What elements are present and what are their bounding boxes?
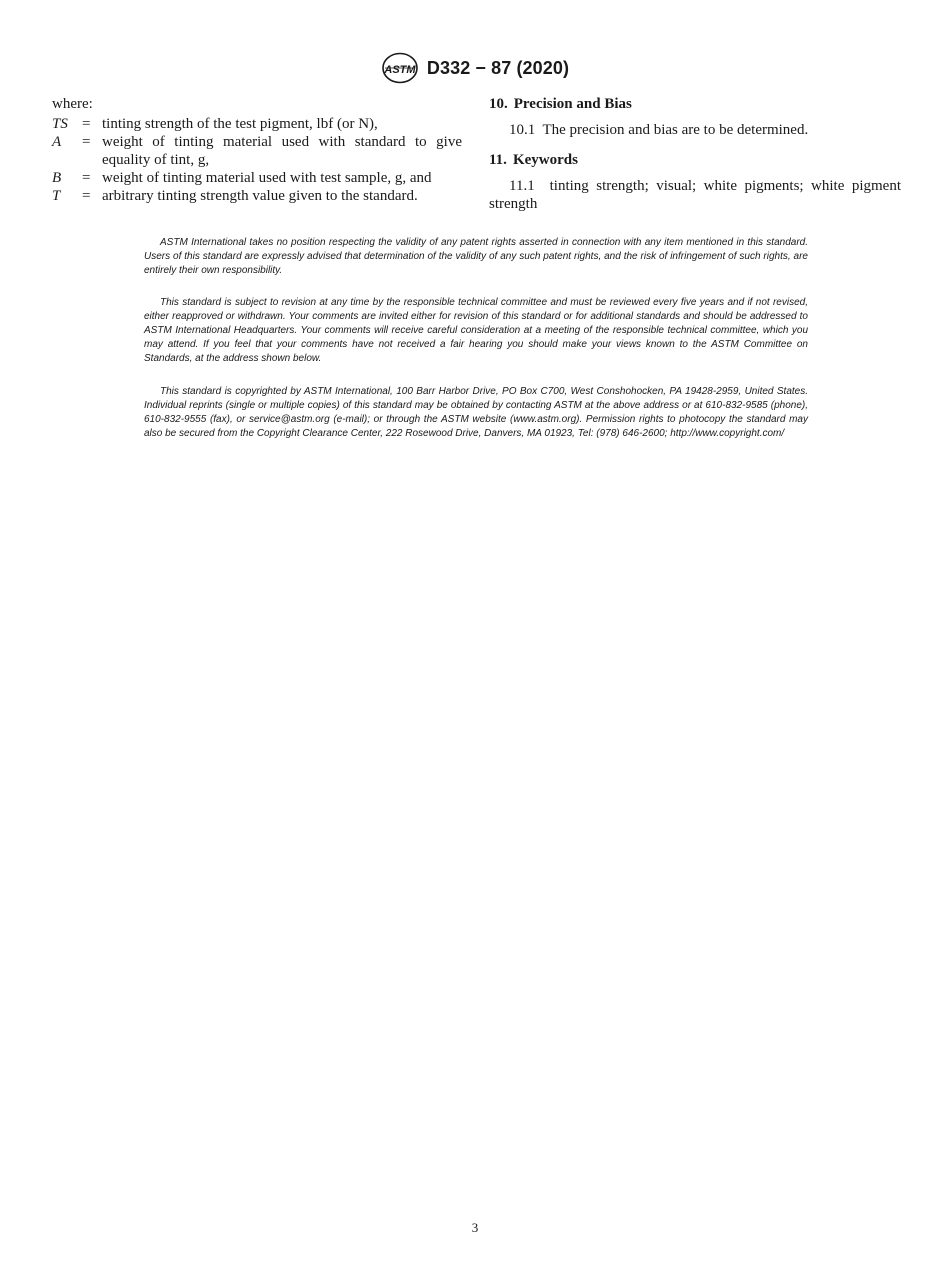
section-paragraph [489, 177, 901, 213]
patent-notice: ASTM International takes no position respecting the validity of any patent rights asserted in connection with any item mentioned in this standard. Users of this standard are expressly advised that determination of the validity of any such patent rights, and the risk of infringement of such rights, are entirely their own responsibility. [144, 237, 808, 276]
right-column-sections [489, 95, 901, 213]
section-number: 10. [489, 96, 508, 112]
variable-row [52, 169, 462, 187]
svg-text:ASTM: ASTM [384, 64, 416, 76]
section-paragraph [489, 121, 901, 139]
equals-sign: = [82, 134, 91, 150]
variable-definition: weight of tinting material used with test sample, g, and [102, 170, 432, 186]
section-title: Keywords [512, 152, 578, 168]
variable-symbol: B [52, 170, 62, 186]
variable-symbol: TS [52, 116, 68, 132]
paragraph-text: tinting strength; visual; white pigments; white pigment strength [489, 178, 902, 212]
section-number: 11. [489, 152, 507, 168]
copyright-notice: This standard is copyrighted by ASTM International, 100 Barr Harbor Drive, PO Box C700, West Conshohocken, PA 19428-2959, United States. Individual reprints (single or multiple copies) of this standard may be obtained by contacting ASTM at the above address or at 610-832-9585 (phone), 610-832-9555 (fax), or service@astm.org (e-mail); or through the ASTM website (www.astm.org). Permission rights to photocopy the standard may also be secured from the Copyright Clearance Center, 222 Rosewood Drive, Danvers, MA 01923, Tel: (978) 646-2600; http://www.copyright.com/ [144, 386, 808, 439]
equals-sign: = [82, 188, 91, 204]
revision-notice: This standard is subject to revision at any time by the responsible technical committee and must be reviewed every five years and if not revised, either reapproved or withdrawn. Your comments are invited either for revision of this standard or for additional standards and should be addressed to ASTM International Headquarters. Your comments will receive careful consideration at a meeting of the responsible technical committee, which you may attend. If you feel that your comments have not received a fair hearing you should make your views known to the ASTM Committee on Standards, at the address shown below. [144, 297, 808, 364]
variable-definition: weight of tinting material used with standard to give equality of tint, g, [102, 134, 462, 168]
variable-row [52, 115, 462, 133]
section-heading-precision-bias [489, 95, 901, 113]
where-label: where: [52, 96, 93, 112]
variable-definition: tinting strength of the test pigment, lbf (or N), [102, 116, 378, 132]
section-title: Precision and Bias [513, 96, 632, 112]
variable-row [52, 133, 462, 169]
page-header [0, 52, 950, 84]
variable-definitions [52, 95, 462, 205]
section-heading-keywords [489, 151, 901, 169]
paragraph-number: 11.1 [509, 178, 535, 194]
paragraph-text: The precision and bias are to be determined. [542, 122, 809, 138]
variable-symbol: T [52, 188, 61, 204]
astm-logo-icon [381, 52, 419, 84]
paragraph-number: 10.1 [509, 122, 536, 138]
variable-symbol: A [52, 134, 62, 150]
variable-definition: arbitrary tinting strength value given to the standard. [102, 188, 418, 204]
equals-sign: = [82, 170, 91, 186]
equals-sign: = [82, 116, 91, 132]
variable-row [52, 187, 462, 205]
page-number: 3 [471, 1220, 479, 1235]
standard-designation: D332 − 87 (2020) [426, 57, 570, 78]
